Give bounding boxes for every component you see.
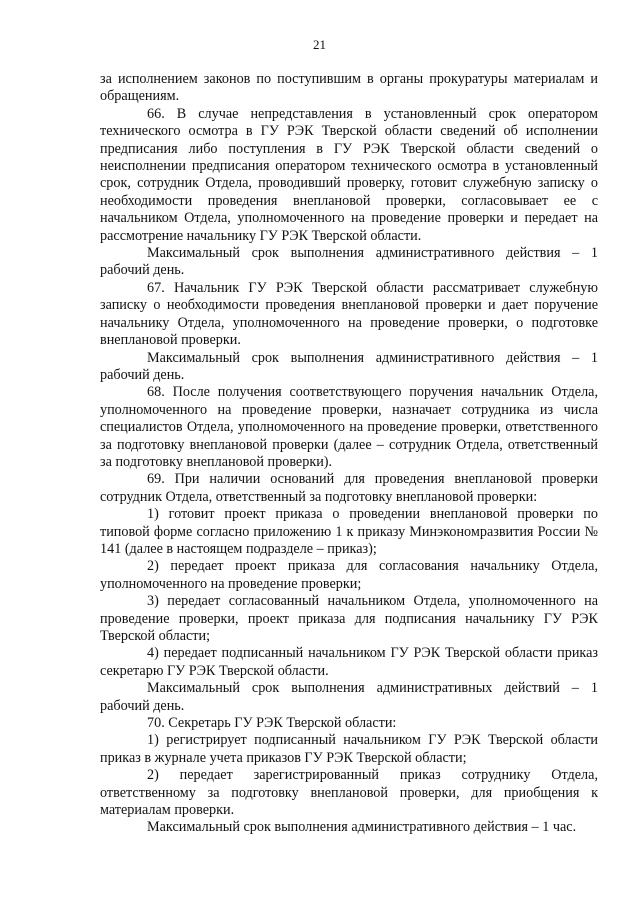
page-number: 21 bbox=[313, 37, 326, 52]
paragraph: Максимальный срок выполнения административного действия – 1 рабочий день. bbox=[100, 245, 598, 279]
paragraph: 70. Секретарь ГУ РЭК Тверской области: bbox=[147, 715, 397, 732]
paragraph: 4) передает подписанный начальником ГУ РЭК Тверской области приказ секретарю ГУ РЭК Тверской области. bbox=[100, 645, 598, 679]
paragraph: Максимальный срок выполнения административного действия – 1 час. bbox=[147, 819, 577, 836]
paragraph: 2) передает зарегистрированный приказ сотруднику Отдела, ответственному за подготовку внеплановой проверки, для приобщения к материалам проверки. bbox=[100, 767, 598, 819]
paragraph: Максимальный срок выполнения административных действий – 1 рабочий день. bbox=[100, 680, 598, 714]
paragraph: 1) регистрирует подписанный начальником ГУ РЭК Тверской области приказ в журнале учета приказов ГУ РЭК Тверской области; bbox=[100, 732, 598, 766]
paragraph: 68. После получения соответствующего поручения начальник Отдела, уполномоченного на проведение проверки, назначает сотрудника из числа специалистов Отдела, уполномоченного на проведение проверки, ответственного за подготовку внеплановой проверки (далее – сотрудник Отдела, ответственный за подготовку внеплановой проверки). bbox=[100, 384, 598, 470]
paragraph: 3) передает согласованный начальником Отдела, уполномоченного на проведение проверки, проект приказа для подписания начальнику ГУ РЭК Тверской области; bbox=[100, 593, 598, 644]
paragraph: 67. Начальник ГУ РЭК Тверской области рассматривает служебную записку о необходимости проведения внеплановой проверки и дает поручение начальнику Отдела, уполномоченного на проведение проверки, о подготовке внеплановой проверки. bbox=[100, 279, 598, 349]
document-body bbox=[100, 71, 598, 837]
paragraph: 2) передает проект приказа для согласования начальнику Отдела, уполномоченного на проведение проверки; bbox=[100, 558, 598, 592]
paragraph: 66. В случае непредставления в установленный срок оператором технического осмотра в ГУ РЭК Тверской области сведений об исполнении предписания либо поступления в ГУ РЭК Тверской области сведений о неисполнении предписания оператором технического осмотра в установленный срок, сотрудник Отдела, проводивший проверку, готовит служебную записку о необходимости проведения внеплановой проверки, согласовывает ее с начальником Отдела, уполномоченного на проведение проверки и передает на рассмотрение начальнику ГУ РЭК Тверской области. bbox=[100, 105, 598, 244]
paragraph: 69. При наличии оснований для проведения внеплановой проверки сотрудник Отдела, ответственный за подготовку внеплановой проверки: bbox=[100, 471, 598, 505]
paragraph: за исполнением законов по поступившим в органы прокуратуры материалам и обращениям. bbox=[100, 71, 598, 105]
paragraph: Максимальный срок выполнения административного действия – 1 рабочий день. bbox=[100, 349, 598, 383]
paragraph: 1) готовит проект приказа о проведении внеплановой проверки по типовой форме согласно приложению 1 к приказу Минэкономразвития России № 141 (далее в настоящем подразделе – приказ); bbox=[100, 506, 598, 557]
